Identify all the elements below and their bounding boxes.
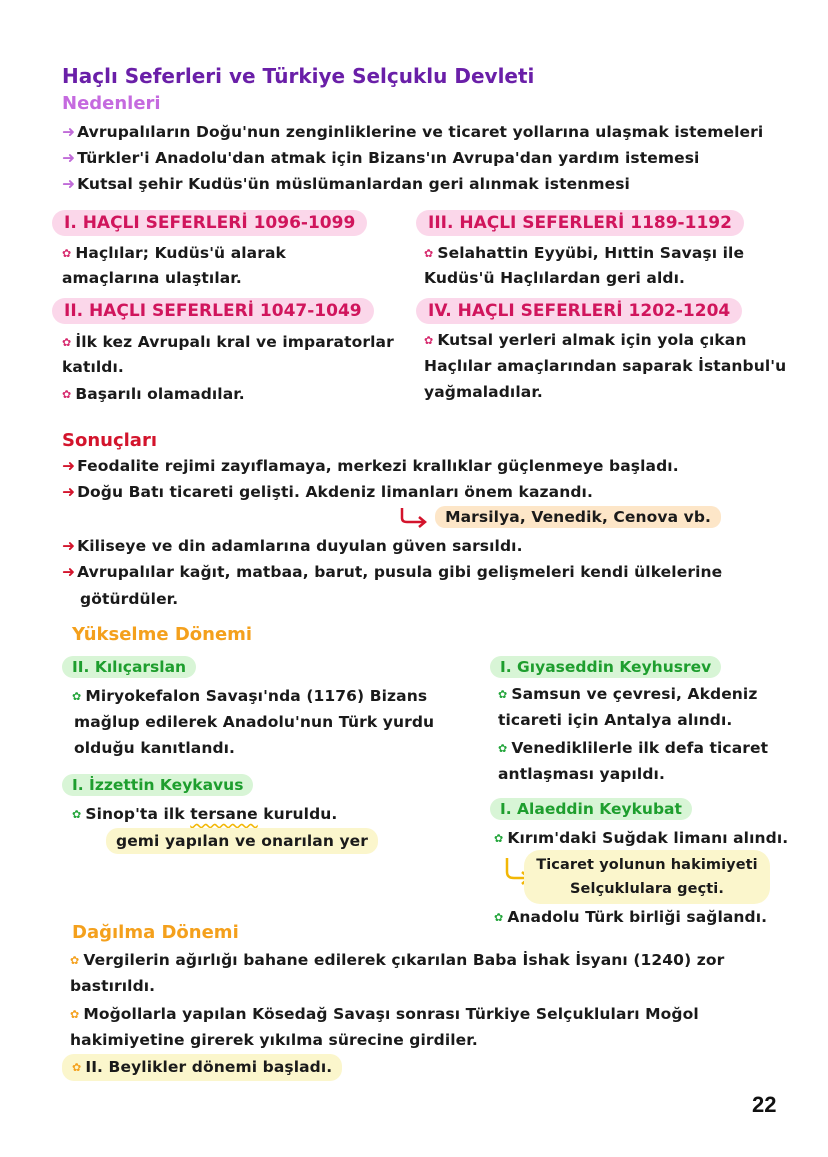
izzettin-text: ✿ Sinop'ta ilk tersane kuruldu.: [72, 805, 338, 823]
ports-note-text: Marsilya, Venedik, Cenova vb.: [435, 506, 721, 528]
sonuclar-item: ➜ Kiliseye ve din adamlarına duyulan güven sarsıldı.: [62, 537, 523, 555]
giyaseddin-text: antlaşması yapıldı.: [498, 765, 665, 783]
nedenler-item: ➜ Avrupalıların Doğu'nun zenginliklerine ve ticaret yollarına ulaşmak istemeleri: [62, 123, 764, 141]
dagilma-heading: Dağılma Dönemi: [72, 922, 239, 943]
kilicarslan-text: ✿ Miryokefalon Savaşı'nda (1176) Bizans: [72, 687, 428, 705]
nedenler-item: ➜ Türkler'i Anadolu'dan atmak için Bizans'ın Avrupa'dan yardım istemesi: [62, 149, 700, 167]
dagilma-text: hakimiyetine girerek yıkılma sürecine girdiler.: [70, 1031, 478, 1049]
alaeddin-text: ✿ Kırım'daki Suğdak limanı alındı.: [494, 829, 789, 847]
flower-bullet-icon: ✿: [72, 1061, 82, 1074]
crusade-3-text: Kudüs'ü Haçlılardan geri aldı.: [424, 269, 685, 287]
arrow-right-icon: ➜: [62, 149, 76, 167]
page-title: Haçlı Seferleri ve Türkiye Selçuklu Devleti: [62, 64, 535, 88]
flower-bullet-icon: ✿: [72, 808, 82, 821]
ports-note: [398, 506, 721, 528]
flower-bullet-icon: ✿: [70, 954, 80, 967]
arrow-right-icon: ➜: [62, 483, 76, 501]
flower-bullet-icon: ✿: [498, 742, 508, 755]
flower-bullet-icon: ✿: [424, 247, 434, 260]
arrow-right-icon: ➜: [62, 175, 76, 193]
yukselme-heading: Yükselme Dönemi: [72, 624, 253, 645]
crusade-2-text: ✿ İlk kez Avrupalı kral ve imparatorlar: [62, 333, 394, 351]
sonuclar-item: ➜ Avrupalılar kağıt, matbaa, barut, pusula gibi gelişmeleri kendi ülkelerine: [62, 563, 723, 581]
flower-bullet-icon: ✿: [70, 1008, 80, 1021]
arrow-right-icon: ➜: [62, 563, 76, 581]
giyaseddin-text: ticareti için Antalya alındı.: [498, 711, 733, 729]
flower-bullet-icon: ✿: [62, 336, 72, 349]
flower-bullet-icon: ✿: [494, 911, 504, 924]
crusade-2-text: katıldı.: [62, 358, 124, 376]
flower-bullet-icon: ✿: [494, 832, 504, 845]
crusade-4-text: yağmaladılar.: [424, 383, 543, 401]
dagilma-text: ✿ II. Beylikler dönemi başladı.: [62, 1054, 342, 1081]
dagilma-text: ✿ Moğollarla yapılan Kösedağ Savaşı sonrası Türkiye Selçukluları Moğol: [70, 1005, 699, 1023]
arrow-right-icon: ➜: [62, 537, 76, 555]
alaeddin-title: I. Alaeddin Keykubat: [490, 798, 692, 820]
sonuclar-item: götürdüler.: [80, 590, 179, 608]
dagilma-text: ✿ Vergilerin ağırlığı bahane edilerek çıkarılan Baba İshak İsyanı (1240) zor: [70, 951, 725, 969]
crusade-4-text: ✿ Kutsal yerleri almak için yola çıkan: [424, 331, 747, 349]
kilicarslan-title: II. Kılıçarslan: [62, 656, 196, 678]
arrow-right-icon: ➜: [62, 123, 76, 141]
page-number: 22: [752, 1092, 777, 1117]
flower-bullet-icon: ✿: [62, 388, 72, 401]
sonuclar-item: ➜ Feodalite rejimi zayıflamaya, merkezi krallıklar güçlenmeye başladı.: [62, 457, 679, 475]
crusade-4-title: IV. HAÇLI SEFERLERİ 1202-1204: [416, 298, 742, 324]
crusade-4-text: Haçlılar amaçlarından saparak İstanbul'u: [424, 357, 787, 375]
sonuclar-item: ➜ Doğu Batı ticareti gelişti. Akdeniz limanları önem kazandı.: [62, 483, 593, 501]
giyaseddin-text: ✿ Samsun ve çevresi, Akdeniz: [498, 685, 758, 703]
flower-bullet-icon: ✿: [72, 690, 82, 703]
sonuclar-heading: Sonuçları: [62, 430, 157, 451]
arrow-right-icon: ➜: [62, 457, 76, 475]
crusade-1-text: amaçlarına ulaştılar.: [62, 269, 242, 287]
flower-bullet-icon: ✿: [62, 247, 72, 260]
crusade-3-title: III. HAÇLI SEFERLERİ 1189-1192: [416, 210, 744, 236]
nedenler-heading: Nedenleri: [62, 93, 161, 114]
giyaseddin-title: I. Gıyaseddin Keyhusrev: [490, 656, 721, 678]
curved-arrow-icon: [398, 506, 430, 528]
izzettin-title: I. İzzettin Keykavus: [62, 774, 253, 796]
alaeddin-note: Ticaret yolunun hakimiyeti Selçuklulara geçti.: [524, 850, 770, 904]
izzettin-note: gemi yapılan ve onarılan yer: [106, 828, 378, 854]
kilicarslan-text: olduğu kanıtlandı.: [74, 739, 236, 757]
kilicarslan-text: mağlup edilerek Anadolu'nun Türk yurdu: [74, 713, 435, 731]
crusade-2-title: II. HAÇLI SEFERLERİ 1047-1049: [52, 298, 374, 324]
crusade-1-title: I. HAÇLI SEFERLERİ 1096-1099: [52, 210, 367, 236]
nedenler-item: ➜ Kutsal şehir Kudüs'ün müslümanlardan geri alınmak istenmesi: [62, 175, 630, 193]
giyaseddin-text: ✿ Venediklilerle ilk defa ticaret: [498, 739, 769, 757]
flower-bullet-icon: ✿: [424, 334, 434, 347]
crusade-1-text: ✿ Haçlılar; Kudüs'ü alarak: [62, 244, 286, 262]
dagilma-text: bastırıldı.: [70, 977, 156, 995]
alaeddin-text: ✿ Anadolu Türk birliği sağlandı.: [494, 908, 768, 926]
flower-bullet-icon: ✿: [498, 688, 508, 701]
crusade-2-text: ✿ Başarılı olamadılar.: [62, 385, 245, 403]
crusade-3-text: ✿ Selahattin Eyyübi, Hıttin Savaşı ile: [424, 244, 745, 262]
